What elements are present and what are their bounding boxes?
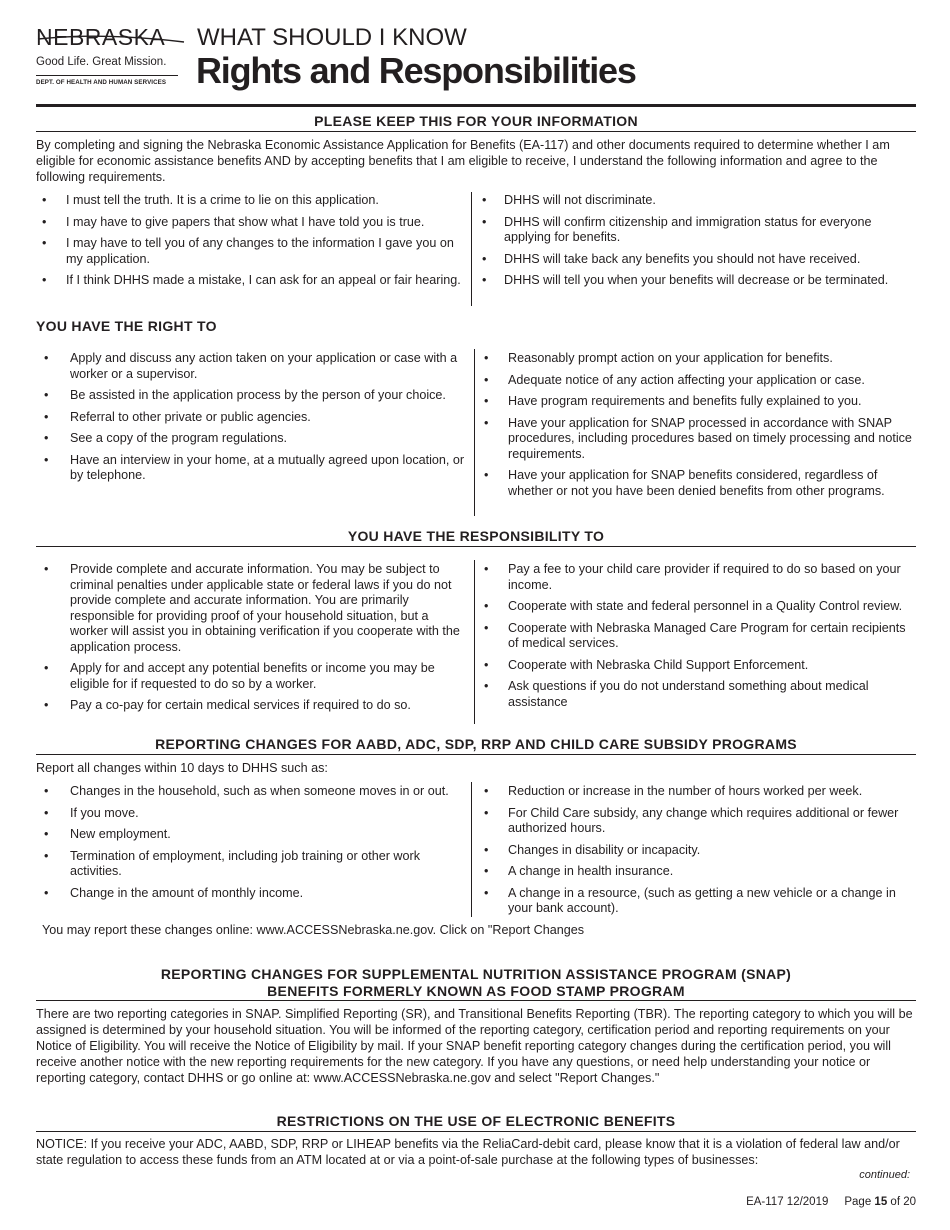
responsibility-right-list: [474, 562, 914, 716]
page-header: [36, 22, 916, 100]
reporting-aabd-column-divider: [471, 782, 472, 917]
list-item: • A change in health insurance.: [474, 864, 914, 880]
list-item: • Have an interview in your home, at a mutually agreed upon location, or by telephone.: [36, 453, 468, 484]
list-item: • Pay a fee to your child care provider if required to do so based on your income.: [474, 562, 914, 593]
continued-note: continued:: [859, 1169, 910, 1181]
list-item: • DHHS will not discriminate.: [472, 193, 912, 209]
logo-divider: [36, 75, 178, 76]
reporting-aabd-title: REPORTING CHANGES FOR AABD, ADC, SDP, RRP AND CHILD CARE SUBSIDY PROGRAMS: [155, 736, 797, 752]
reporting-aabd-left-list: [36, 784, 468, 907]
list-item: • Changes in the household, such as when someone moves in or out.: [36, 784, 468, 800]
list-item: • Apply for and accept any potential benefits or income you may be eligible for if requested to do so by a worker.: [36, 661, 468, 692]
responsibility-left-list: [36, 562, 468, 720]
list-item: • Have your application for SNAP benefits considered, regardless of whether or not you have been denied benefits from other programs.: [474, 468, 914, 499]
list-item: • Have program requirements and benefits fully explained to you.: [474, 394, 914, 410]
keep-section-title: PLEASE KEEP THIS FOR YOUR INFORMATION: [314, 113, 638, 129]
list-item: • Reduction or increase in the number of hours worked per week.: [474, 784, 914, 800]
list-item: • Adequate notice of any action affecting your application or case.: [474, 373, 914, 389]
rights-left-list: [36, 351, 468, 490]
list-item: • Change in the amount of monthly income.: [36, 886, 468, 902]
list-item: • For Child Care subsidy, any change which requires additional or fewer authorized hours.: [474, 806, 914, 837]
reporting-snap-body: There are two reporting categories in SNAP. Simplified Reporting (SR), and Transitional Benefits Reporting (TBR). The reporting category to which you will be assigned is determined by your household situation. You will be informed of the reporting category, certification period and reporting requirements on your Notice of Eligibility. You will receive the Notice of Eligibility by mail. If your SNAP benefit reporting category changes during the certification period, you will receive another notice with the new reporting requirements for the new category. If you have any questions, or need help understanding your notice or reporting category, contact DHHS or go online at: www.ACCESSNebraska.ne.gov and select "Report Changes.": [36, 1007, 913, 1085]
list-item: • I must tell the truth. It is a crime to lie on this application.: [36, 193, 468, 209]
list-item: • DHHS will tell you when your benefits will decrease or be terminated.: [472, 273, 912, 289]
list-item: • Referral to other private or public agencies.: [36, 410, 468, 426]
list-item: • Ask questions if you do not understand something about medical assistance: [474, 679, 914, 710]
logo-wordmark: NEBRASKA: [36, 24, 166, 50]
list-item: • DHHS will take back any benefits you should not have received.: [472, 252, 912, 268]
logo-swoosh-icon: [36, 28, 186, 48]
responsibility-section-title: YOU HAVE THE RESPONSIBILITY TO: [347, 528, 605, 544]
list-item: • A change in a resource, (such as getting a new vehicle or a change in your bank account).: [474, 886, 914, 917]
header-divider: [36, 104, 916, 107]
rights-right-list: [474, 351, 914, 505]
dhhs-logo: [36, 22, 186, 86]
list-item: • If I think DHHS made a mistake, I can ask for an appeal or fair hearing.: [36, 273, 468, 289]
list-item: • Provide complete and accurate information. You may be subject to criminal penalties under applicable state or federal laws if you do not provide complete and accurate information. You are primarily responsible for providing proof of your household situation, but a worker will assist you in obtaining verification if you cooperate with the application process.: [36, 562, 468, 655]
page-number: 15: [874, 1196, 888, 1208]
restrictions-rule: [36, 1131, 916, 1132]
list-item: • Apply and discuss any action taken on your application or case with a worker or a supervisor.: [36, 351, 468, 382]
list-item: • DHHS will confirm citizenship and immigration status for everyone applying for benefits.: [472, 215, 912, 246]
list-item: • See a copy of the program regulations.: [36, 431, 468, 447]
keep-intro: By completing and signing the Nebraska Economic Assistance Application for Benefits (EA-117) and other documents required to determine whether I am eligible for economic assistance benefits AND by accepting benefits that I am eligible to receive, I understand the following information and agree to the following requirements.: [36, 138, 890, 184]
rights-section-title: YOU HAVE THE RIGHT TO: [36, 318, 217, 334]
list-item: • Cooperate with Nebraska Child Support Enforcement.: [474, 658, 914, 674]
page-label: Page: [844, 1196, 872, 1208]
restrictions-title: RESTRICTIONS ON THE USE OF ELECTRONIC BENEFITS: [276, 1113, 676, 1129]
list-item: • Changes in disability or incapacity.: [474, 843, 914, 859]
keep-right-list: [472, 193, 912, 295]
reporting-aabd-intro: Report all changes within 10 days to DHHS such as:: [36, 761, 328, 775]
reporting-aabd-rule: [36, 754, 916, 755]
keep-section-rule: [36, 131, 916, 132]
reporting-snap-title: [36, 966, 916, 1000]
list-item: • Reasonably prompt action on your application for benefits.: [474, 351, 914, 367]
list-item: • Be assisted in the application process by the person of your choice.: [36, 388, 468, 404]
reporting-snap-title-line2: BENEFITS FORMERLY KNOWN AS FOOD STAMP PROGRAM: [267, 983, 685, 999]
logo-department: DEPT. OF HEALTH AND HUMAN SERVICES: [36, 79, 167, 86]
reporting-snap-title-line1: REPORTING CHANGES FOR SUPPLEMENTAL NUTRITION ASSISTANCE PROGRAM (SNAP): [160, 966, 792, 982]
list-item: • Pay a co-pay for certain medical services if required to do so.: [36, 698, 468, 714]
restrictions-body: NOTICE: If you receive your ADC, AABD, SDP, RRP or LIHEAP benefits via the ReliaCard-debit card, please know that it is a violation of federal law and/or state regulation to access these funds from an ATM located at or via a point-of-sale purchase at the following types of businesses:: [36, 1137, 900, 1167]
header-kicker: WHAT SHOULD I KNOW: [197, 24, 467, 51]
list-item: • Termination of employment, including job training or other work activities.: [36, 849, 468, 880]
form-number: EA-117 12/2019: [746, 1196, 829, 1208]
logo-tagline: Good Life. Great Mission.: [36, 56, 167, 68]
list-item: • Have your application for SNAP processed in accordance with SNAP procedures, including procedures based on timely processing and notice requirements.: [474, 416, 914, 463]
page-footer: [746, 1196, 916, 1208]
reporting-aabd-right-list: [474, 784, 914, 923]
list-item: • Cooperate with state and federal personnel in a Quality Control review.: [474, 599, 914, 615]
reporting-snap-rule: [36, 1000, 916, 1001]
page-total: of 20: [890, 1196, 916, 1208]
page-title: Rights and Responsibilities: [196, 50, 636, 91]
list-item: • I may have to give papers that show what I have told you is true.: [36, 215, 468, 231]
list-item: • New employment.: [36, 827, 468, 843]
keep-left-list: [36, 193, 468, 295]
report-online-note: You may report these changes online: www.ACCESSNebraska.ne.gov. Click on "Report Changes: [42, 923, 585, 937]
list-item: • I may have to tell you of any changes to the information I gave you on my application.: [36, 236, 468, 267]
list-item: • Cooperate with Nebraska Managed Care Program for certain recipients of medical services.: [474, 621, 914, 652]
list-item: • If you move.: [36, 806, 468, 822]
responsibility-section-rule: [36, 546, 916, 547]
